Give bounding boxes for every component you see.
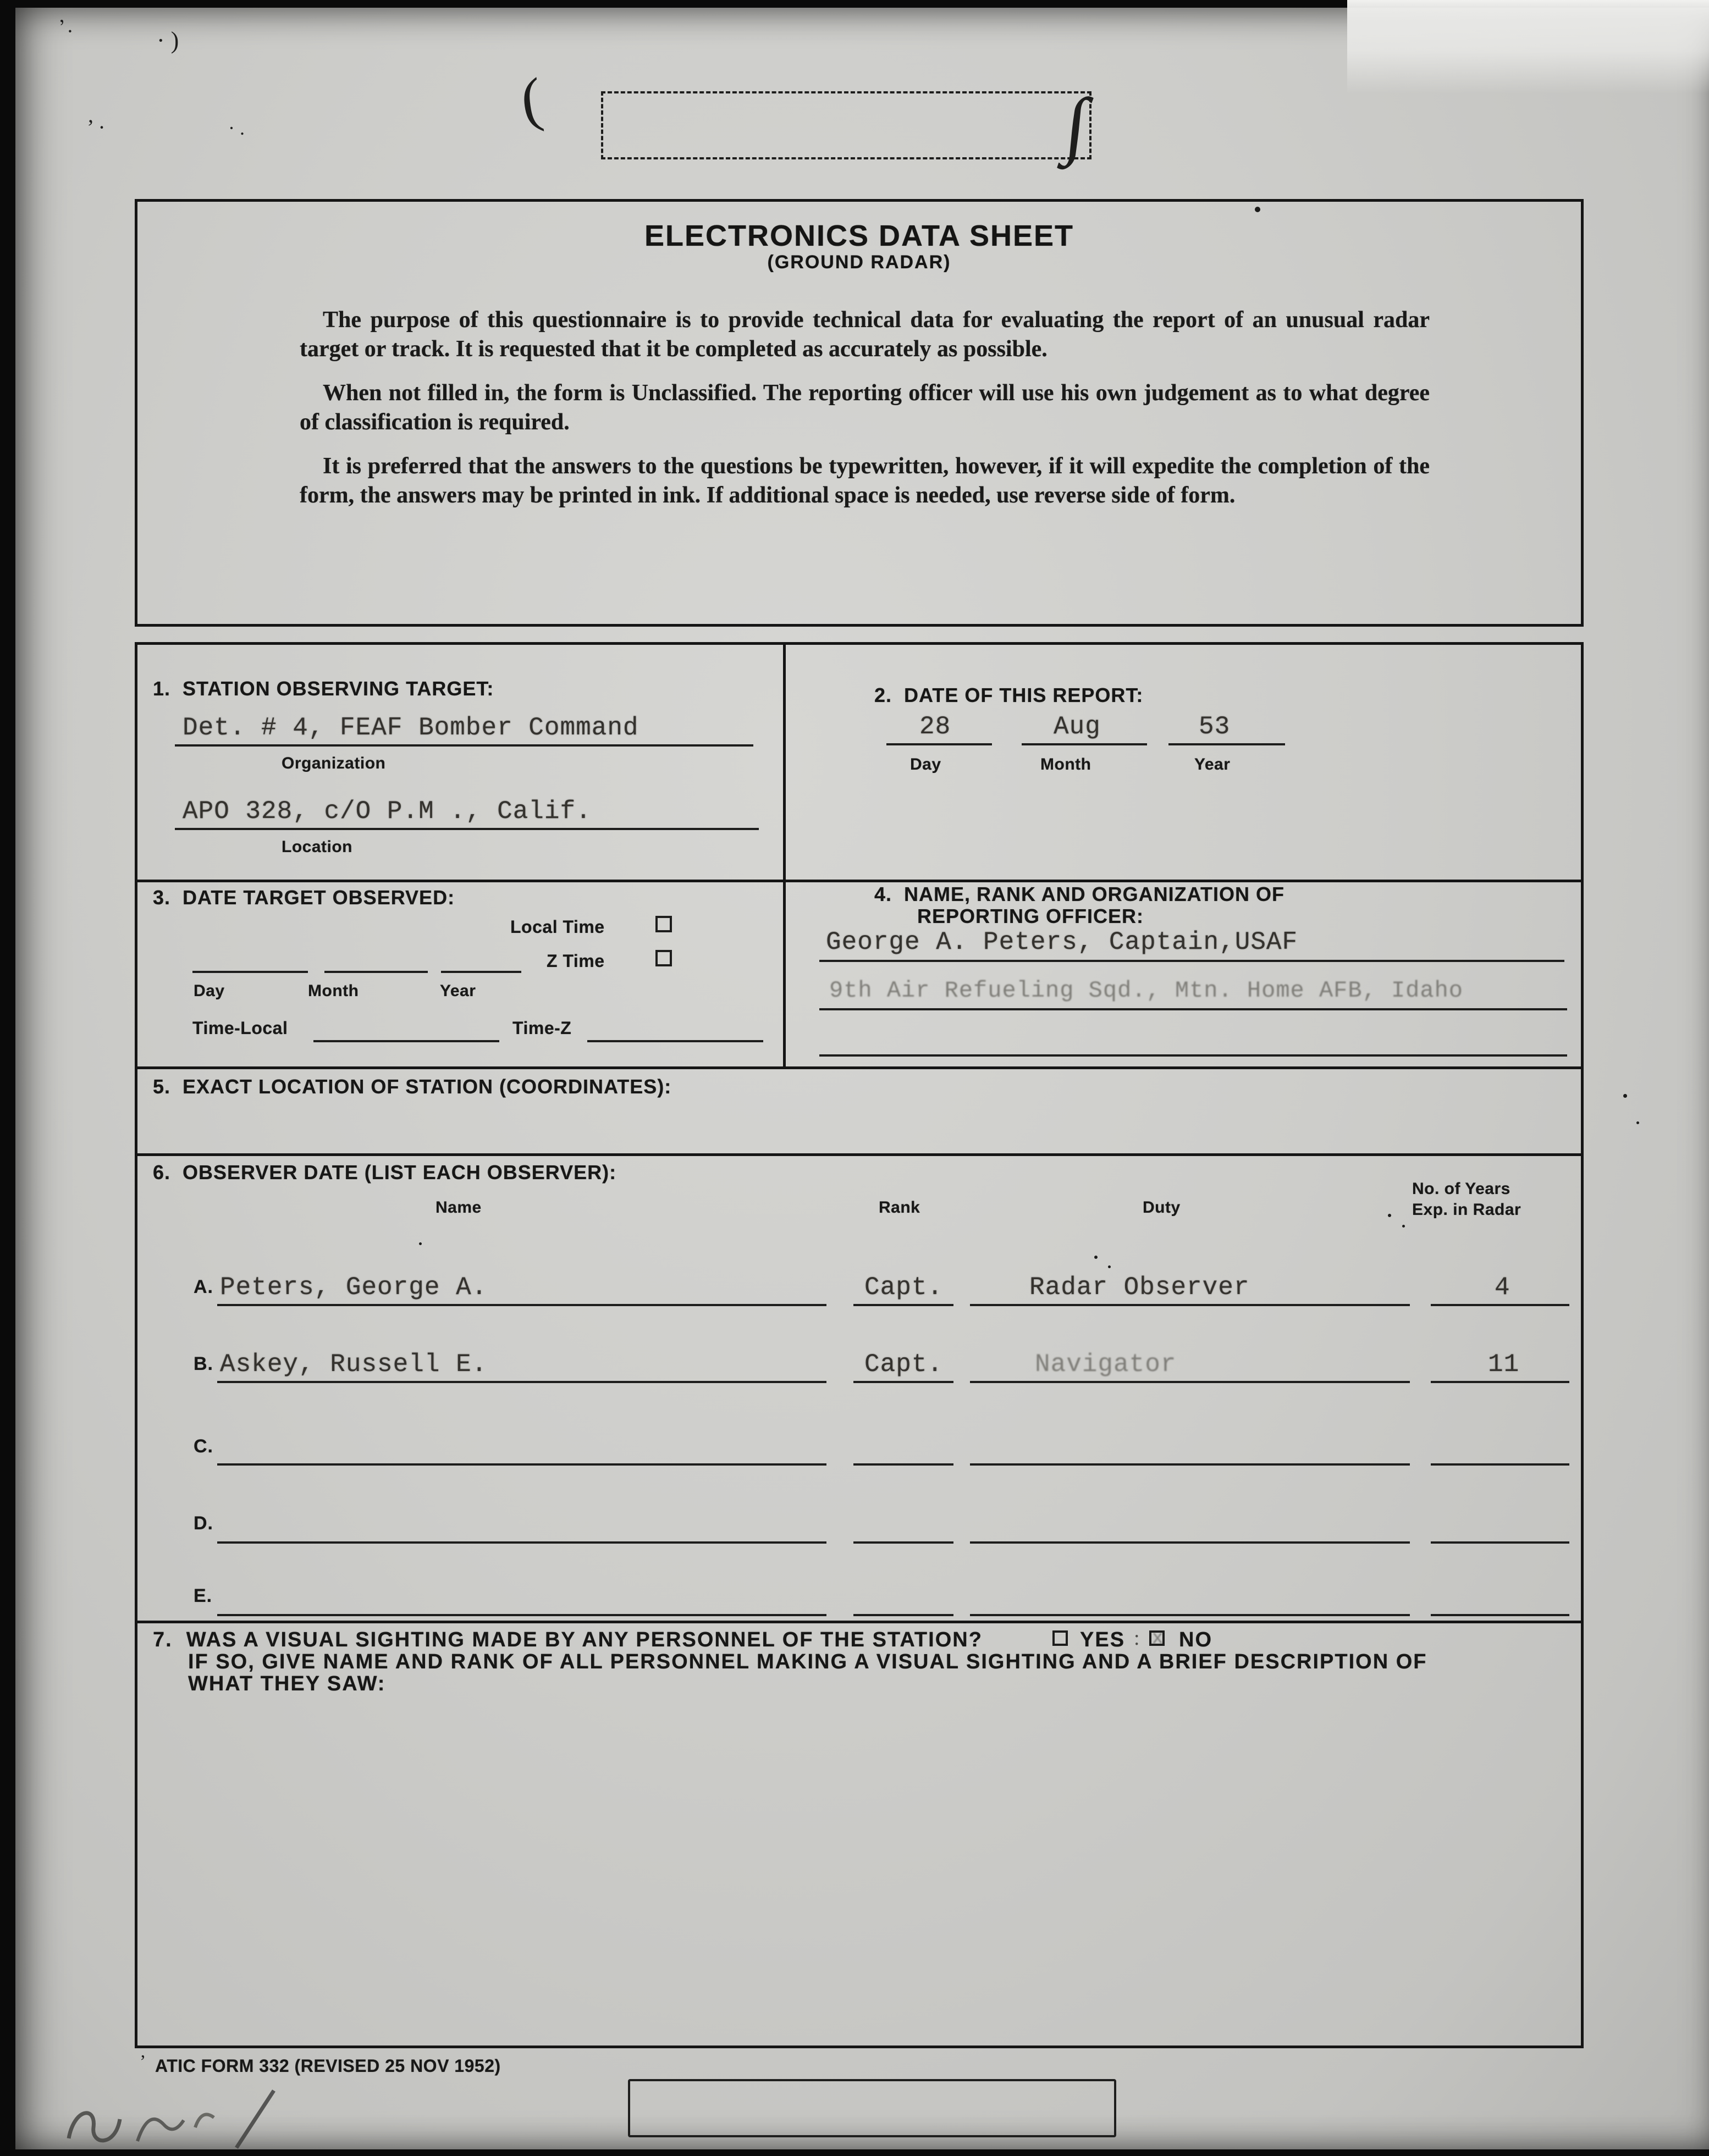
section5-heading: 5. EXACT LOCATION OF STATION (COORDINATES): [153, 1075, 672, 1098]
form-title-wrap [135, 219, 1584, 253]
location-value: APO 328, c/O P.M ., Calif. [183, 797, 592, 826]
observer-duty-underline [970, 1381, 1410, 1383]
visual-sighting-no-checkbox [1149, 1628, 1165, 1649]
report-month-underline [1022, 743, 1147, 745]
observer-row-letter: A. [194, 1276, 213, 1297]
form-subtitle: (GROUND RADAR) [767, 252, 951, 273]
observer-years-value: 11 [1488, 1350, 1520, 1379]
column-header-name: Name [435, 1198, 482, 1217]
vertical-divider [783, 642, 786, 1069]
visual-sighting-yes-checkbox [1052, 1630, 1068, 1646]
form-subtitle-wrap [135, 252, 1584, 273]
z-time-label: Z Time [547, 951, 605, 971]
observer-duty-underline [970, 1463, 1410, 1466]
horizontal-divider [135, 1621, 1584, 1623]
pen-mark: · . [228, 117, 245, 139]
no-label: NO [1179, 1628, 1212, 1651]
observer-years-underline [1431, 1304, 1569, 1306]
observer-name-underline [217, 1541, 826, 1544]
observer-duty-underline [970, 1614, 1410, 1616]
scan-speck [1108, 1265, 1111, 1268]
local-time-checkbox [655, 916, 672, 932]
report-day-label: Day [910, 755, 941, 773]
officer-organization-underline [819, 1008, 1567, 1010]
column-header-years-line1: No. of Years [1412, 1180, 1510, 1198]
z-time-checkbox [655, 950, 672, 966]
reporting-officer-underline [819, 960, 1564, 962]
location-underline [175, 828, 759, 830]
time-local-label: Time-Local [192, 1018, 288, 1038]
observer-rank-underline [853, 1614, 953, 1616]
observer-duty-value: Radar Observer [1029, 1273, 1250, 1302]
observed-day-underline [192, 971, 308, 973]
scan-light-corner [1347, 0, 1709, 93]
observed-year-label: Year [440, 982, 476, 1000]
report-year-value: 53 [1199, 712, 1231, 741]
observer-name-underline [217, 1463, 826, 1466]
observer-years-underline [1431, 1541, 1569, 1544]
no-checkbox-mark: x [1152, 1628, 1164, 1649]
observed-month-label: Month [308, 982, 359, 1000]
paren-mark: ( [516, 65, 546, 134]
observer-name-underline [217, 1381, 826, 1383]
observed-month-underline [324, 971, 428, 973]
redaction-box-top [601, 91, 1091, 159]
section6-heading: 6. OBSERVER DATE (LIST EACH OBSERVER): [153, 1161, 617, 1184]
instructions [300, 306, 1430, 525]
scan-speck [1402, 1225, 1405, 1228]
observer-rank-value: Capt. [864, 1350, 944, 1379]
reporting-officer-value: George A. Peters, Captain,USAF [826, 928, 1298, 957]
observer-duty-value: Navigator [1035, 1350, 1177, 1379]
observer-row-letter: D. [194, 1513, 213, 1534]
time-z-label: Time-Z [512, 1018, 572, 1038]
scan-speck [1636, 1121, 1639, 1124]
observer-rank-underline [853, 1541, 953, 1544]
observer-row-letter: E. [194, 1585, 213, 1606]
instruction-paragraph: When not filled in, the form is Unclassified. The reporting officer will use his own judgement as to what degree of classification is required. [300, 380, 1430, 435]
instruction-paragraph: The purpose of this questionnaire is to provide technical data for evaluating the report of an unusual radar target or track. It is requested that it be completed as accurately as possible. [300, 307, 1430, 362]
section7-line2: IF SO, GIVE NAME AND RANK OF ALL PERSONNEL MAKING A VISUAL SIGHTING AND A BRIEF DESCRIPTION OF [188, 1650, 1427, 1673]
local-time-label: Local Time [510, 917, 605, 937]
observer-rank-underline [853, 1381, 953, 1383]
section2-heading: 2. DATE OF THIS REPORT: [874, 684, 1144, 706]
observer-rank-underline [853, 1304, 953, 1306]
observer-rank-underline [853, 1463, 953, 1466]
horizontal-divider [135, 1066, 1584, 1069]
observed-day-label: Day [194, 982, 225, 1000]
section4-heading-line1: 4. NAME, RANK AND ORGANIZATION OF [874, 883, 1284, 905]
time-local-underline [313, 1040, 499, 1042]
horizontal-divider [135, 1153, 1584, 1156]
section4-heading-line2: REPORTING OFFICER: [917, 905, 1144, 927]
organization-value: Det. # 4, FEAF Bomber Command [183, 714, 639, 742]
stamp-box-bottom [628, 2079, 1116, 2137]
yes-label: YES [1080, 1628, 1126, 1651]
pen-mark: ’ [140, 2052, 146, 2072]
pen-mark: · ) [157, 27, 179, 54]
observer-years-underline [1431, 1381, 1569, 1383]
observer-years-underline [1431, 1463, 1569, 1466]
section1-heading: 1. STATION OBSERVING TARGET: [153, 677, 494, 700]
scan-speck [419, 1242, 422, 1245]
officer-organization-value: 9th Air Refueling Sqd., Mtn. Home AFB, Idaho [829, 977, 1463, 1004]
observer-name-underline [217, 1304, 826, 1306]
organization-underline [175, 744, 753, 747]
column-header-years-line2: Exp. in Radar [1412, 1201, 1521, 1219]
section7-line3: WHAT THEY SAW: [188, 1672, 386, 1695]
report-year-label: Year [1194, 755, 1231, 773]
time-z-underline [587, 1040, 763, 1042]
observer-years-value: 4 [1495, 1273, 1510, 1302]
horizontal-divider [135, 880, 1584, 882]
scan-speck [1094, 1256, 1098, 1259]
observer-name-value: Askey, Russell E. [220, 1350, 488, 1379]
report-year-underline [1168, 743, 1285, 745]
form-number-footer: ATIC FORM 332 (REVISED 25 NOV 1952) [155, 2056, 501, 2076]
pen-mark: ’ · [87, 115, 106, 140]
report-month-label: Month [1040, 755, 1091, 773]
section3-heading: 3. DATE TARGET OBSERVED: [153, 886, 455, 909]
section4-blank-underline [819, 1054, 1567, 1057]
observer-rank-value: Capt. [864, 1273, 944, 1302]
column-header-duty: Duty [1143, 1198, 1181, 1217]
observer-row-letter: B. [194, 1353, 213, 1374]
section7-question: 7. WAS A VISUAL SIGHTING MADE BY ANY PERSONNEL OF THE STATION? [153, 1628, 983, 1651]
observer-duty-underline [970, 1541, 1410, 1544]
scan-speck [1255, 207, 1260, 212]
instruction-paragraph: It is preferred that the answers to the questions be typewritten, however, if it will expedite the completion of the form, the answers may be printed in ink. If additional space is needed, use reverse side of form. [300, 454, 1430, 508]
column-header-rank: Rank [879, 1198, 920, 1217]
observer-duty-underline [970, 1304, 1410, 1306]
observer-name-underline [217, 1614, 826, 1616]
report-month-value: Aug [1054, 712, 1101, 741]
report-day-value: 28 [919, 712, 951, 741]
squiggle-mark: ∫ [1061, 81, 1091, 168]
observer-name-value: Peters, George A. [220, 1273, 488, 1302]
location-label: Location [282, 838, 352, 856]
pen-scribble [55, 2086, 330, 2155]
scan-speck [1388, 1214, 1391, 1217]
report-day-underline [886, 743, 992, 745]
observed-year-underline [441, 971, 521, 973]
organization-label: Organization [282, 754, 386, 772]
form-title: ELECTRONICS DATA SHEET [644, 219, 1074, 252]
scan-speck [1623, 1094, 1627, 1098]
observer-years-underline [1431, 1614, 1569, 1616]
pen-mark: ’. [57, 14, 74, 39]
typed-stray-mark: : [1134, 1627, 1140, 1650]
observer-row-letter: C. [194, 1436, 213, 1457]
